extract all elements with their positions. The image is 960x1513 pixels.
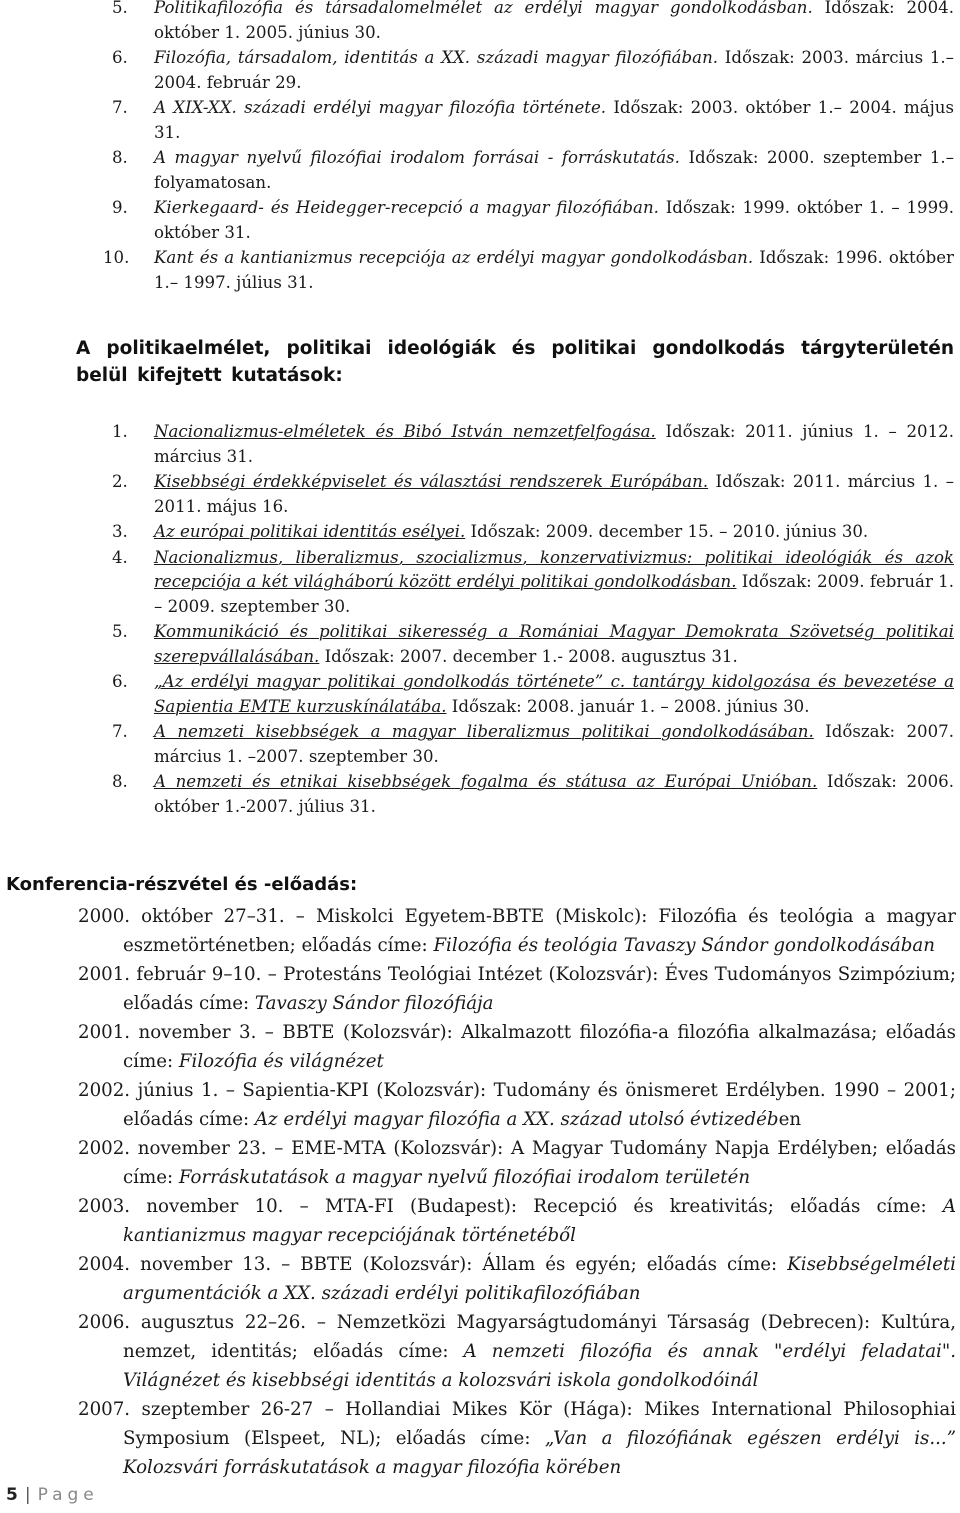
project-title: Kant és a kantianizmus recepciója az erdélyi magyar gondolkodásban. [154,248,754,267]
list-item [0,46,960,95]
conference-entry [78,1308,956,1395]
project-title: Nacionalizmus, liberalizmus, szocializmus, konzervativizmus: politikai ideológiák és azok recepciója a két világháború között erdélyi politikai gondolkodásban. [154,547,954,591]
project-title: A nemzeti és etnikai kisebbségek fogalma és státusa az Európai Unióban. [154,772,818,791]
list-item [0,520,960,545]
conference-entry [78,960,956,1018]
item-number: 4. [112,547,128,567]
list-item [0,246,960,295]
projects-list [0,0,960,296]
list-item [0,670,960,719]
list-item [0,96,960,145]
project-title: A magyar nyelvű filozófiai irodalom forrásai - forráskutatás. [154,148,680,167]
talk-title: Forráskutatások a magyar nyelvű filozófiai irodalom területén [178,1167,751,1188]
project-period: Időszak: 2000. szeptember 1.– folyamatosan. [154,148,954,192]
project-period: Időszak: 2011. június 1. – 2012. március 31. [154,422,954,466]
page-number: 5 [6,1485,18,1505]
talk-title: Filozófia és teológia Tavaszy Sándor gondolkodásában [433,935,935,956]
item-number: 3. [112,522,128,541]
project-title: Filozófia, társadalom, identitás a XX. századi magyar filozófiában. [154,48,719,67]
talk-title: Filozófia és világnézet [178,1051,384,1072]
project-title: Kommunikáció és politikai sikeresség a Romániai Magyar Demokrata Szövetség politikai szerepvállalásában. [154,622,954,666]
section-heading-conferences: Konferencia-részvétel és -előadás: [6,874,358,895]
project-period: Időszak: 2007. december 1.- 2008. augusztus 31. [319,646,738,666]
page-label: Page [37,1485,99,1505]
item-number: 7. [112,722,128,741]
project-period: Időszak: 2009. február 1. – 2009. szeptember 30. [154,572,954,616]
item-number: 2. [112,472,128,491]
project-title: A XIX-XX. századi erdélyi magyar filozófia története. [154,98,607,117]
project-title: Politikafilozófia és társadalomelmélet az erdélyi magyar gondolkodásban. [154,0,813,17]
politics-projects-list [0,420,960,820]
conference-details: 2000. október 27–31. – Miskolci Egyetem-BBTE (Miskolc): Filozófia és teológia a magyar eszmetörténetben; előadás címe: [78,906,956,956]
talk-title-tail: en [778,1109,802,1130]
item-number: 1. [112,422,128,441]
list-item [0,196,960,245]
conference-list [78,902,956,1482]
list-item [0,0,960,45]
conference-details: 2004. november 13. – BBTE (Kolozsvár): Állam és egyén; előadás címe: [78,1254,788,1275]
conference-entry [78,1018,956,1076]
conference-entry [78,1250,956,1308]
project-period: Időszak: 2011. március 1. – 2011. május 16. [154,472,954,516]
item-number: 10. [103,248,130,267]
talk-title: Tavaszy Sándor filozófiája [254,993,494,1014]
project-title: A nemzeti kisebbségek a magyar liberalizmus politikai gondolkodásában. [154,722,814,741]
item-number: 5. [112,0,128,17]
item-number: 7. [112,98,128,117]
list-item [0,770,960,819]
project-period: Időszak: 2008. január 1. – 2008. június 30. [446,696,810,716]
item-number: 8. [112,148,128,167]
footer-separator: | [24,1485,31,1505]
project-period: Időszak: 2007. március 1. –2007. szeptember 30. [154,722,954,766]
project-title: „Az erdélyi magyar politikai gondolkodás története” c. tantárgy kidolgozása és bevezetése a Sapientia EMTE kurzuskínálatába. [154,672,954,716]
conference-details: 2001. november 3. – BBTE (Kolozsvár): Alkalmazott filozófia-a filozófia alkalmazása; előadás címe: [78,1022,956,1072]
project-period: Időszak: 2004. október 1. 2005. június 30. [154,0,954,42]
conference-details: 2002. november 23. – EME-MTA (Kolozsvár): A Magyar Tudomány Napja Erdélyben; előadás címe: [78,1138,956,1188]
conference-entry [78,1134,956,1192]
conference-entry [78,1395,956,1482]
list-item [0,546,960,620]
item-number: 9. [112,198,128,217]
item-number: 5. [112,622,128,641]
talk-title: A kantianizmus magyar recepciójának történetéből [123,1196,956,1246]
project-period: Időszak: 2003. március 1.– 2004. február 29. [154,48,954,92]
project-period: Időszak: 2006. október 1.-2007. július 31. [154,772,954,816]
talk-title: „Van a filozófiának egészen erdélyi is...” Kolozsvári forráskutatások a magyar filozófia körében [123,1428,956,1478]
project-title: Az európai politikai identitás esélyei. [154,522,466,541]
project-period: Időszak: 2009. december 15. – 2010. június 30. [465,522,869,541]
project-title: Kierkegaard- és Heidegger-recepció a magyar filozófiában. [154,198,659,217]
conference-details: 2001. február 9–10. – Protestáns Teológiai Intézet (Kolozsvár): Éves Tudományos Szimpózium; előadás címe: [78,964,956,1014]
project-period: Időszak: 2003. október 1.– 2004. május 31. [154,98,954,142]
talk-title: Kisebbségelméleti argumentációk a XX. századi erdélyi politikafilozófiában [123,1254,956,1304]
project-title: Nacionalizmus-elméletek és Bibó István nemzetfelfogása. [154,422,656,441]
list-item [0,470,960,519]
item-number: 6. [112,48,128,67]
conference-entry [78,902,956,960]
conference-details: 2007. szeptember 26-27 – Hollandiai Mikes Kör (Hága): Mikes International Philosophiai Symposium (Elspeet, NL); előadás címe: [78,1399,956,1449]
item-number: 8. [112,772,128,791]
list-item [0,620,960,669]
conference-entry [78,1076,956,1134]
page-footer [6,1485,99,1505]
talk-title: A nemzeti filozófia és annak "erdélyi feladatai". Világnézet és kisebbségi identitás a kolozsvári iskola gondolkodóinál [123,1341,957,1391]
list-item [0,420,960,469]
item-number: 6. [112,672,128,691]
conference-details: 2002. június 1. – Sapientia-KPI (Kolozsvár): Tudomány és önismeret Erdélyben. 1990 – 2001; előadás címe: [78,1080,956,1130]
list-item [0,720,960,769]
talk-title: Az erdélyi magyar filozófia a XX. század utolsó évtizedéb [254,1109,779,1130]
section-heading-politics: A politikaelmélet, politikai ideológiák és politikai gondolkodás tárgyterületén belül kifejtett kutatások: [76,338,954,386]
list-item [0,146,960,195]
project-period: Időszak: 1996. október 1.– 1997. július 31. [154,248,954,292]
conference-details: 2006. augusztus 22–26. – Nemzetközi Magyarságtudományi Társaság (Debrecen): Kultúra, nemzet, identitás; előadás címe: [78,1312,956,1362]
conference-details: 2003. november 10. – MTA-FI (Budapest): Recepció és kreativitás; előadás címe: [78,1196,943,1217]
conference-entry [78,1192,956,1250]
project-period: Időszak: 1999. október 1. – 1999. október 31. [154,198,954,242]
project-title: Kisebbségi érdekképviselet és választási rendszerek Európában. [154,472,709,491]
